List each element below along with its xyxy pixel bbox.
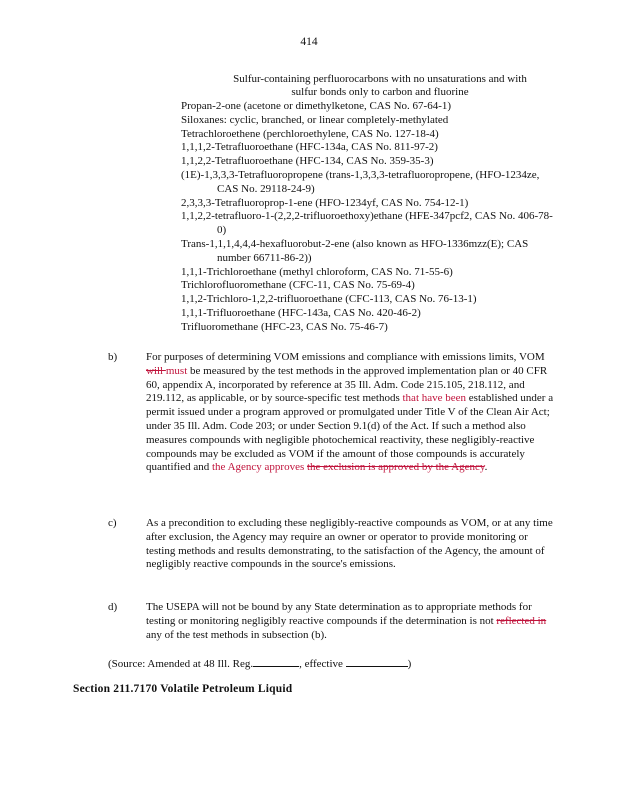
inserted-text: must bbox=[165, 364, 188, 377]
subsection-c bbox=[108, 517, 558, 572]
source-suffix: ) bbox=[407, 658, 412, 670]
list-item: Propan-2-one (acetone or dimethylketone, CAS No. 67-64-1) bbox=[181, 100, 452, 112]
list-item: Trans-1,1,1,4,4,4-hexafluorobut-2-ene (also known as HFO-1336mzz(E); CAS number 66711-86-2)) bbox=[181, 237, 529, 264]
list-item: 1,1,1-Trichloroethane (methyl chloroform, CAS No. 71-55-6) bbox=[181, 265, 453, 278]
list-item: Trifluoromethane (HFC-23, CAS No. 75-46-7) bbox=[181, 320, 388, 333]
list-item: 1,1,2,2-tetrafluoro-1-(2,2,2-trifluoroethoxy)ethane (HFE-347pcf2, CAS No. 406-78-0) bbox=[181, 210, 553, 237]
text-run: The USEPA will not be bound by any State determination as to appropriate methods for testing or monitoring negligibly reactive compounds if the determination is not bbox=[146, 601, 532, 627]
source-note bbox=[108, 656, 411, 670]
subsection-b bbox=[108, 351, 558, 475]
subsection-d bbox=[108, 601, 558, 642]
text-run: any of the test methods in subsection (b). bbox=[146, 628, 327, 641]
list-item: 2,3,3,3-Tetrafluoroprop-1-ene (HFO-1234yf, CAS No. 754-12-1) bbox=[181, 196, 469, 209]
page-number: 414 bbox=[300, 36, 318, 48]
list-item: Siloxanes: cyclic, branched, or linear completely-methylated bbox=[181, 113, 449, 126]
deleted-text: the exclusion is approved by the Agency bbox=[306, 461, 485, 474]
section-title: Section 211.7170 Volatile Petroleum Liquid bbox=[73, 683, 293, 695]
reg-blank-line bbox=[253, 656, 299, 667]
source-middle: , effective bbox=[299, 658, 346, 670]
text-run: established under a permit issued under a program approved or promulgated under Title V of the Clean Air Act; under 35 Ill. Adm. Code 203; or under Section 9.1(d) of the Act. If such a method also measures compounds with negligible photochemical reactivity, these negligibly-reactive compounds may be excluded as VOM if the amount of those compounds is accurately quantified and bbox=[146, 392, 554, 474]
list-item: 1,1,1,2-Tetrafluoroethane (HFC-134a, CAS No. 811-97-2) bbox=[181, 141, 438, 154]
source-prefix: (Source: Amended at 48 Ill. Reg. bbox=[108, 658, 254, 670]
list-item: 1,1,2,2-Tetrafluoroethane (HFC-134, CAS No. 359-35-3) bbox=[181, 155, 434, 168]
inserted-text: that have been bbox=[402, 392, 467, 405]
subsection-b-label: b) bbox=[108, 351, 118, 363]
subsection-c-label: c) bbox=[108, 517, 117, 529]
list-item: (1E)-1,3,3,3-Tetrafluoropropene (trans-1,3,3,3-tetrafluoropropene, (HFO-1234ze, CAS No. 29118-24-9) bbox=[181, 168, 540, 195]
subsection-d-text bbox=[146, 601, 558, 642]
list-item: Tetrachloroethene (perchloroethylene, CAS No. 127-18-4) bbox=[181, 127, 439, 140]
deleted-text: will bbox=[146, 364, 166, 377]
list-item: Trichlorofluoromethane (CFC-11, CAS No. 75-69-4) bbox=[181, 279, 415, 292]
subsection-d-label: d) bbox=[108, 601, 118, 613]
deleted-text: reflected in bbox=[496, 614, 547, 627]
subsection-b-text bbox=[146, 351, 558, 475]
list-item: 1,1,2-Trichloro-1,2,2-trifluoroethane (CFC-113, CAS No. 76-13-1) bbox=[181, 293, 477, 306]
category-heading bbox=[210, 73, 550, 99]
text-run: be measured by the test methods in the approved implementation plan or 40 CFR 60, appendix A, incorporated by reference at 35 Ill. Adm. Code 215.105, 218.112, and 219.112, as applicable, or by source-specific test methods bbox=[146, 364, 548, 405]
text-run: . bbox=[484, 461, 488, 474]
list-item: 1,1,1-Trifluoroethane (HFC-143a, CAS No. 420-46-2) bbox=[181, 306, 421, 319]
heading-line: Sulfur-containing perfluorocarbons with no unsaturations and with bbox=[233, 73, 527, 85]
exempt-compound-list bbox=[181, 100, 561, 335]
subsection-c-text: As a precondition to excluding these negligibly-reactive compounds as VOM, or at any time after exclusion, the Agency may require an owner or operator to provide monitoring or testing methods and results demonstrating, to the satisfaction of the Agency, the amount of negligibly reactive compounds in the source's emissions. bbox=[146, 517, 553, 571]
date-blank-line bbox=[346, 656, 408, 667]
heading-line: sulfur bonds only to carbon and fluorine bbox=[291, 86, 469, 98]
inserted-text: the Agency approves bbox=[211, 461, 305, 474]
text-run: For purposes of determining VOM emissions and compliance with emissions limits, VOM bbox=[146, 351, 545, 363]
